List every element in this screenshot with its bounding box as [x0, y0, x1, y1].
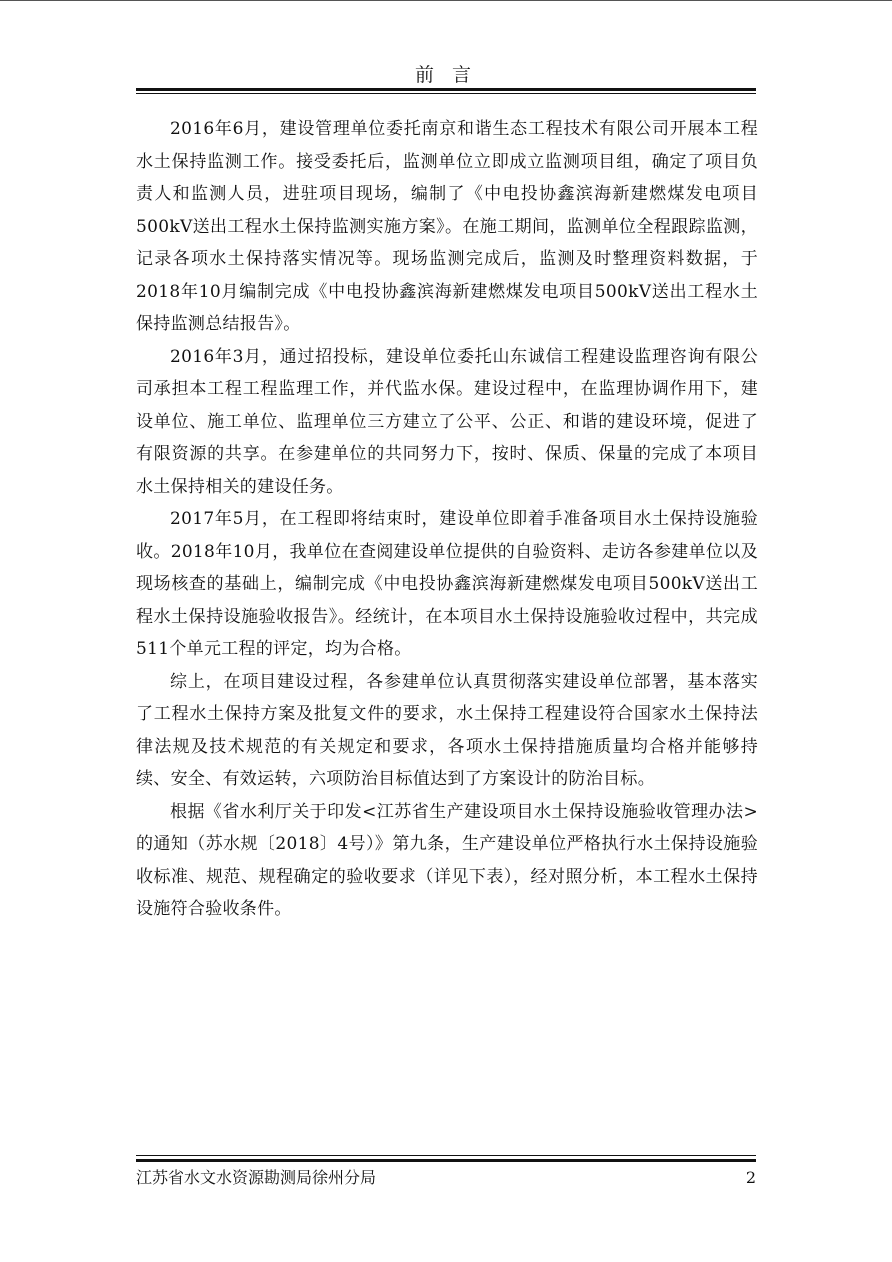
page-header-title: 前 言: [414, 64, 478, 86]
footer-rule-thick: [136, 1159, 756, 1162]
paragraph-summary: 综上，在项目建设过程，各参建单位认真贯彻落实建设单位部署，基本落实了工程水土保持方案及批复文件的要求，水土保持工程建设符合国家水土保持法律法规及技术规范的有关规定和要求，各项水土保持措施质量均合格并能够持续、安全、有效运转，六项防治目标值达到了方案设计的防治目标。: [136, 671, 758, 789]
header-rule-thick: [136, 88, 756, 91]
header-rule-thin: [136, 93, 756, 94]
paragraph-supervision: 2016年3月，通过招投标，建设单位委托山东诚信工程建设监理咨询有限公司承担本工程工程监理工作，并代监水保。建设过程中，在监理协调作用下，建设单位、施工单位、监理单位三方建立了公平、公正、和谐的建设环境，促进了有限资源的共享。在参建单位的共同努力下，按时、保质、保量的完成了本项目水土保持相关的建设任务。: [136, 346, 758, 497]
footer-organization: 江苏省水文水资源勘测局徐州分局: [136, 1168, 377, 1187]
page-top-border: [0, 0, 892, 1]
page-number: 2: [745, 1168, 756, 1187]
paragraph-acceptance: 2017年5月，在工程即将结束时，建设单位即着手准备项目水土保持设施验收。2018年10月，我单位在查阅建设单位提供的自验资料、走访各参建单位以及现场核查的基础上，编制完成《中电投协鑫滨海新建燃煤发电项目500kV送出工程水土保持设施验收报告》。经统计，在本项目水土保持设施验收过程中，共完成511个单元工程的评定，均为合格。: [136, 509, 758, 659]
paragraph-monitoring: 2016年6月，建设管理单位委托南京和谐生态工程技术有限公司开展本工程水土保持监测工作。接受委托后，监测单位立即成立监测项目组，确定了项目负责人和监测人员，进驻项目现场，编制了《中电投协鑫滨海新建燃煤发电项目500kV送出工程水土保持监测实施方案》。在施工期间，监测单位全程跟踪监测，记录各项水土保持落实情况等。现场监测完成后，监测及时整理资料数据，于2018年10月编制完成《中电投协鑫滨海新建燃煤发电项目500kV送出工程水土保持监测总结报告》。: [136, 119, 758, 334]
paragraph-regulation: 根据《省水利厅关于印发<江苏省生产建设项目水土保持设施验收管理办法>的通知（苏水规〔2018〕4号）》第九条，生产建设单位严格执行水土保持设施验收标准、规范、规程确定的验收要求（详见下表），经对照分析，本工程水土保持设施符合验收条件。: [136, 801, 758, 919]
footer-rule-thin: [136, 1155, 756, 1156]
body-text: [136, 113, 758, 926]
